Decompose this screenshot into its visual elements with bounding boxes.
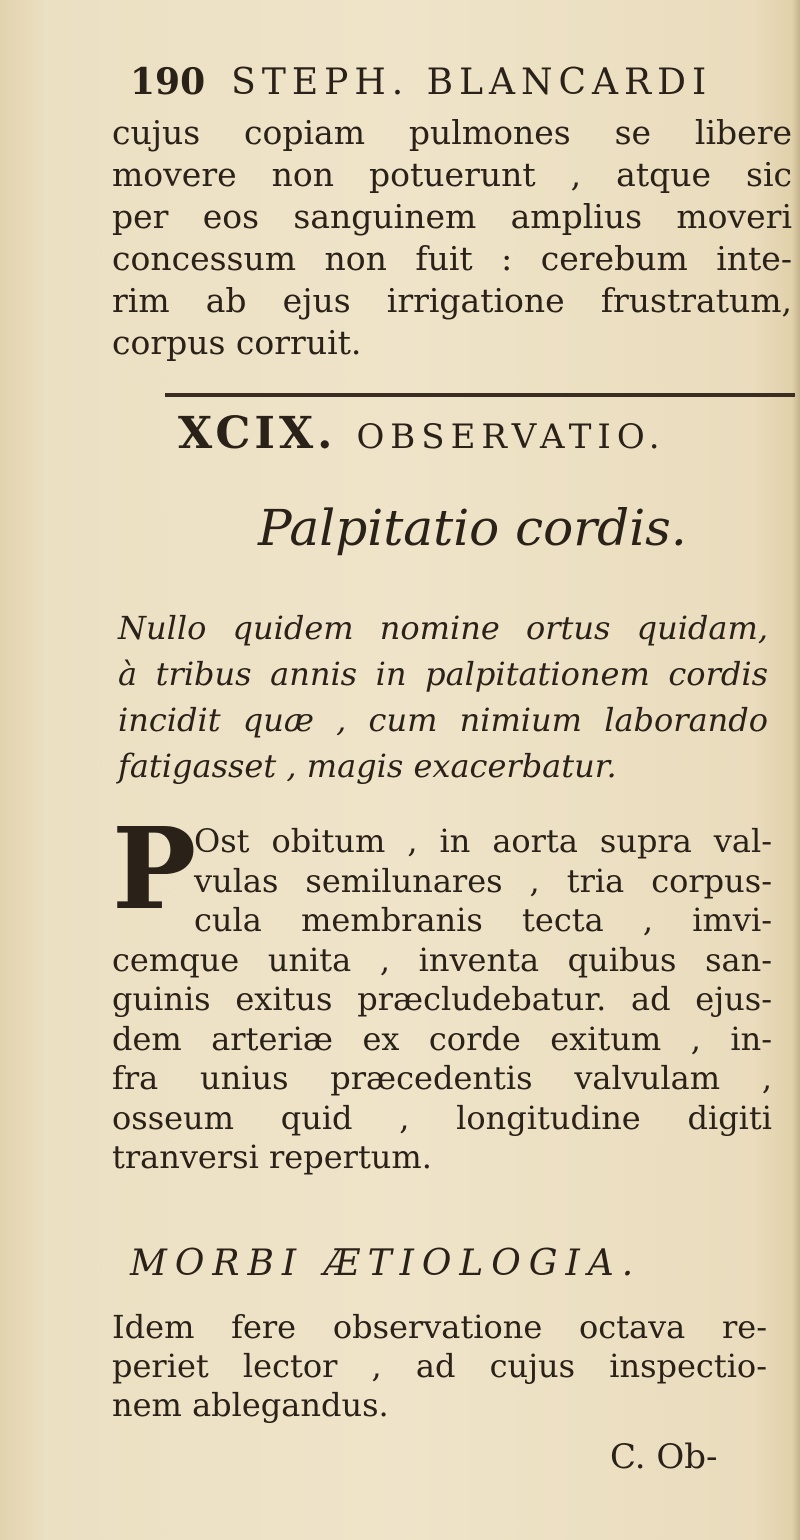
page-edge-shadow [792,0,800,1540]
running-title: STEPH. BLANCARDI [231,62,713,103]
text-line: periet lector , ad cujus inspectio- [112,1347,767,1385]
running-header [130,60,750,105]
summary-line: Nullo quidem nomine ortus quidam, [118,609,768,647]
observation-heading [178,408,738,463]
observation-subtitle: Palpitatio cordis. [258,499,687,557]
catchword: C. Ob- [610,1437,718,1477]
text-line: cula membranis tecta , imvi- [194,901,772,939]
text-line: Ost obitum , in aorta supra val- [194,822,772,860]
text-line: nem ablegandus. [112,1386,389,1424]
text-line: osseum quid , longitudine digiti [112,1098,772,1137]
section-divider [165,393,795,397]
etiology-heading: MORBI ÆTIOLOGIA. [130,1243,642,1284]
text-line: concessum non fuit : cerebum inte- [112,239,792,278]
text-line: movere non potuerunt , atque sic [112,155,792,194]
drop-capital: P [112,804,197,935]
continuation-paragraph [112,112,792,364]
page-number: 190 [130,61,206,103]
text-line: corpus corruit. [112,323,362,362]
summary-line: incidit quæ , cum nimium laborando [118,701,768,739]
text-line: vulas semilunares , tria corpus- [194,861,772,900]
case-summary [118,605,768,789]
text-line: rim ab ejus irrigatione frustratum, [112,281,792,320]
text-line: fra unius præcedentis valvulam , [112,1059,772,1097]
autopsy-paragraph [112,804,772,1178]
observation-label: OBSERVATIO. [356,417,666,457]
text-line: Idem fere observatione octava re- [112,1308,767,1346]
text-line: guinis exitus præcludebatur. ad ejus- [112,980,772,1018]
summary-line: fatigasset , magis exacerbatur. [118,747,617,785]
etiology-paragraph [112,1308,767,1425]
summary-line: à tribus annis in palpitationem cordis [118,655,768,693]
text-line: cujus copiam pulmones se libere [112,113,792,152]
text-line: per eos sanguinem amplius moveri [112,197,792,236]
text-line: dem arteriæ ex corde exitum , in- [112,1019,772,1058]
text-line: tranversi repertum. [112,1138,432,1176]
text-line: cemque unita , inventa quibus san- [112,940,772,979]
observation-number: XCIX. [178,408,337,459]
